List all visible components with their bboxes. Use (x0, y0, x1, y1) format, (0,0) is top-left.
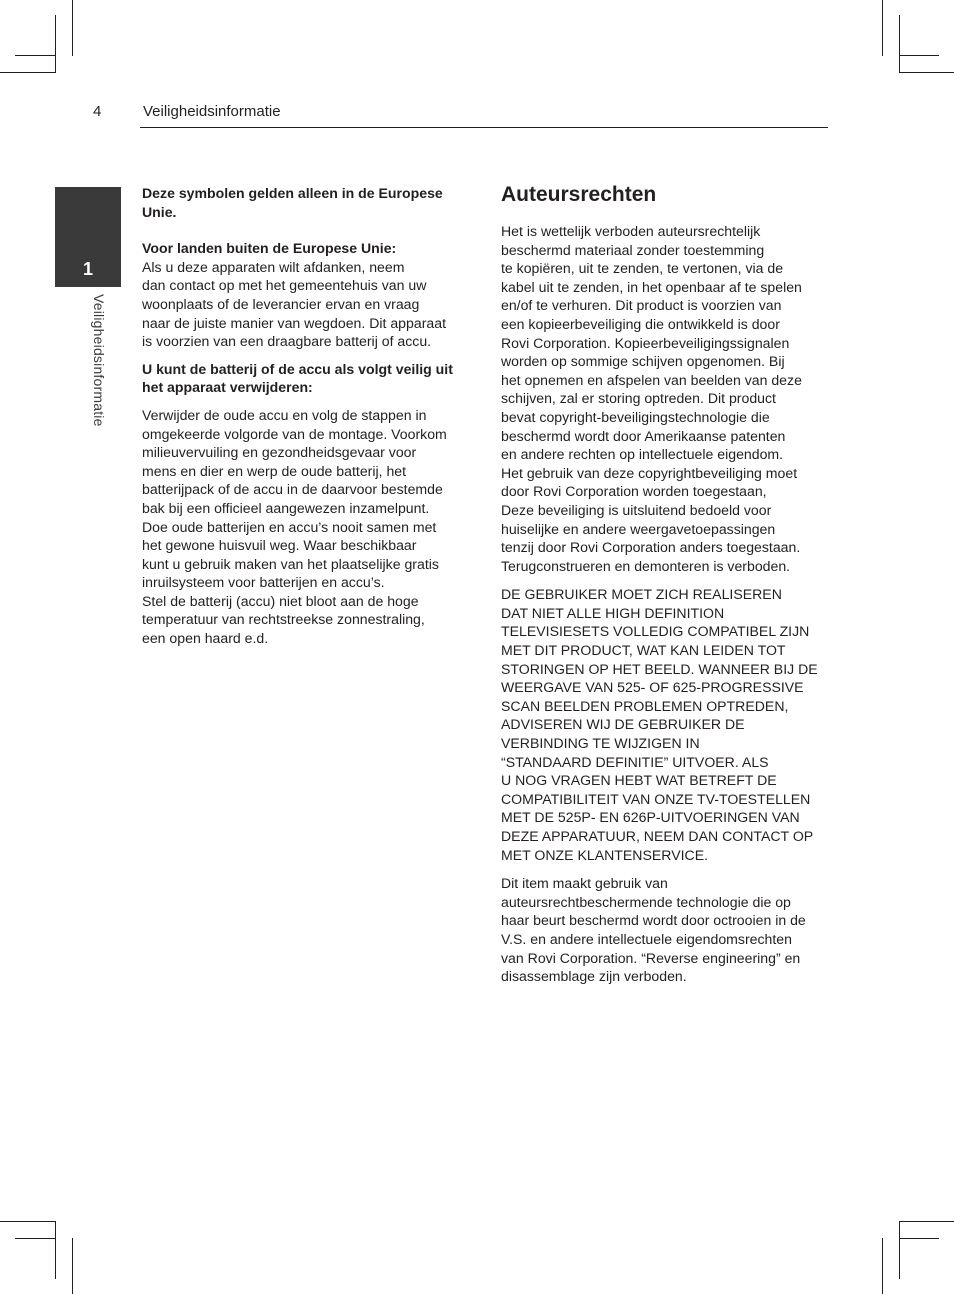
non-eu-heading: Voor landen buiten de Europese Unie: (142, 240, 397, 257)
crop-mark-top-left-inner-horizontal (15, 55, 56, 56)
crop-mark-top-right-inner-vertical (899, 15, 900, 72)
copyright-paragraph-1: Het is wettelijk verboden auteursrechtelijk beschermd materiaal zonder toestemming te kopiëren, uit te zenden, te vertonen, via de kabel uit te zenden, in het openbaar af te spelen en/of te verhuren. Dit product is voorzien van een kopieerbeveiliging die ontwikkeld is door Rovi Corporation. Kopieerbeveiligingssignalen worden op sommige schijven opgenomen. Bij het opnemen en afspelen van beelden van deze schijven, zal er storing optreden. Dit product bevat copyright-beveiligingstechnologie die beschermd wordt door Amerikaanse patenten en andere rechten op intellectuele eigendom. Het gebruik van deze copyrightbeveiliging moet door Rovi Corporation worden toegestaan, Deze beveiliging is uitsluitend bedoeld voor huiselijke en andere weergavetoepassingen tenzij door Rovi Corporation anders toegestaan. Terugconstrueren en demonteren is verboden. (501, 223, 802, 574)
non-eu-text: Als u deze apparaten wilt afdanken, neem dan contact op met het gemeentehuis van uw woonplaats of de leverancier ervan en vraag naar de juiste manier van wegdoen. Dit apparaat is voorzien van een draagbare batterij of accu. (142, 258, 446, 350)
copyright-paragraph-2: DE GEBRUIKER MOET ZICH REALISEREN DAT NIET ALLE HIGH DEFINITION TELEVISIESETS VOLLEDIG COMPATIBEL ZIJN MET DIT PRODUCT, WAT KAN LEIDEN TOT STORINGEN OP HET BEELD. WANNEER BIJ DE WEERGAVE VAN 525- OF 625-PROGRESSIVE SCAN BEELDEN PROBLEMEN OPTREDEN, ADVISEREN WIJ DE GEBRUIKER DE VERBINDING TE WIJZIGEN IN “STANDAARD DEFINITIE” UITVOER. ALS U NOG VRAGEN HEBT WAT BETREFT DE COMPATIBILITEIT VAN ONZE TV-TOESTELLEN MET DE 525P- EN 626P-UITVOERINGEN VAN DEZE APPARATUUR, NEEM DAN CONTACT OP MET ONZE KLANTENSERVICE. (501, 586, 818, 863)
chapter-tab (55, 187, 121, 287)
crop-mark-bottom-left-horizontal (0, 1221, 56, 1222)
section-title-copyright: Auteursrechten (501, 183, 657, 206)
crop-mark-top-right-vertical (882, 0, 883, 56)
left-column (142, 184, 472, 648)
crop-mark-bottom-right-inner-vertical (899, 1222, 900, 1279)
crop-mark-bottom-right-horizontal (899, 1221, 954, 1222)
crop-mark-top-left-vertical (72, 0, 73, 56)
running-header-title: Veiligheidsinformatie (143, 103, 281, 120)
crop-mark-bottom-right-vertical (882, 1238, 883, 1294)
crop-mark-top-right-horizontal (899, 72, 954, 73)
page-number: 4 (93, 103, 102, 120)
eu-notice: Deze symbolen gelden alleen in de Europese Unie. (142, 185, 443, 220)
battery-removal-text: Verwijder de oude accu en volg de stappen in omgekeerde volgorde van de montage. Voorkom milieuvervuiling en gezondheidsgevaar voor mens en dier en werp de oude batterij, het batterijpack of de accu in de daarvoor bestemde bak bij een officieel aangewezen inzamelpunt. Doe oude batterijen en accu’s nooit samen met het gewone huisvuil weg. Waar beschikbaar kunt u gebruik maken van het plaatselijke gratis inruilsysteem voor batterijen en accu’s. Stel de batterij (accu) niet bloot aan de hoge temperatuur van rechtstreekse zonnestraling, een open haard e.d. (142, 406, 447, 647)
battery-removal-heading: U kunt de batterij of de accu als volgt veilig uit het apparaat verwijderen: (142, 360, 453, 396)
crop-mark-bottom-left-inner-horizontal (15, 1238, 56, 1239)
header-rule (140, 127, 828, 128)
crop-mark-top-right-inner-horizontal (899, 55, 939, 56)
crop-mark-top-left-inner-vertical (55, 15, 56, 72)
crop-mark-bottom-left-inner-vertical (55, 1222, 56, 1279)
crop-mark-bottom-left-vertical (72, 1238, 73, 1294)
crop-mark-top-left-horizontal (0, 72, 56, 73)
right-column (501, 182, 831, 986)
crop-mark-bottom-right-inner-horizontal (899, 1238, 939, 1239)
copyright-paragraph-3: Dit item maakt gebruik van auteursrechtbeschermende technologie die op haar beurt beschermd wordt door octrooien in de V.S. en andere intellectuele eigendomsrechten van Rovi Corporation. “Reverse engineering” en disassemblage zijn verboden. (501, 875, 806, 985)
chapter-side-label: Veiligheidsinformatie (91, 294, 107, 427)
chapter-number: 1 (82, 259, 93, 279)
